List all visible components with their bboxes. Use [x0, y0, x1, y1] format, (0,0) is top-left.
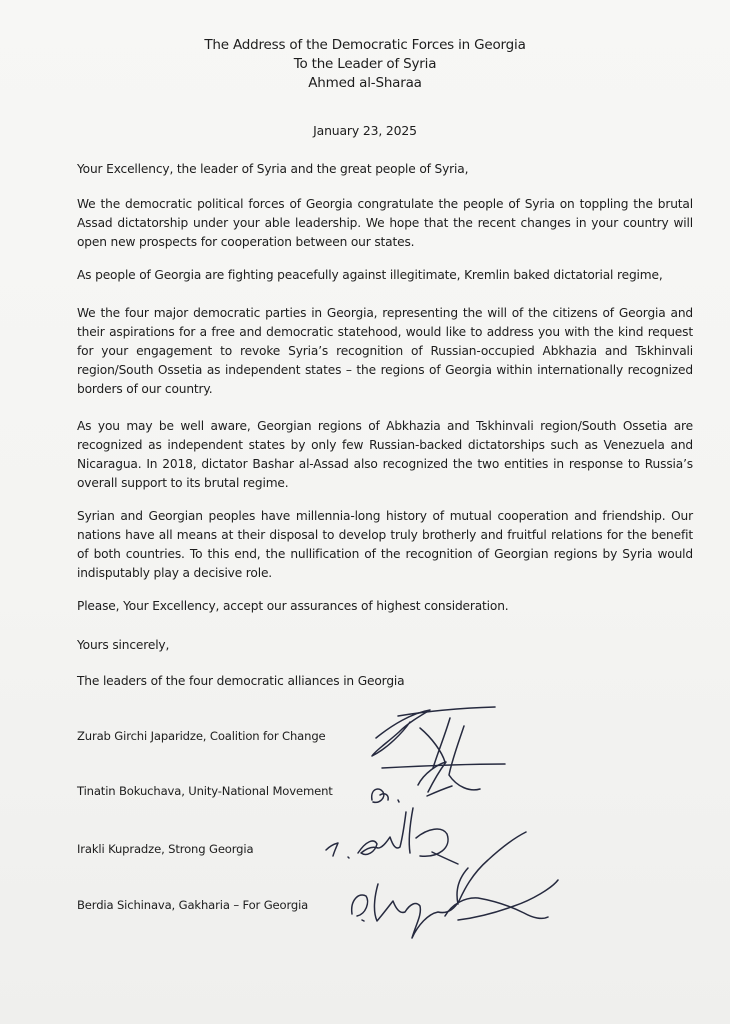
header-line-2: To the Leader of Syria: [293, 56, 437, 72]
signature-bokuchava: [372, 762, 452, 802]
letter-header: [0, 36, 730, 93]
paragraph-context: As people of Georgia are fighting peacefully against illegitimate, Kremlin baked dictatorial regime,: [77, 268, 663, 282]
signatory-intro: The leaders of the four democratic alliances in Georgia: [77, 674, 405, 688]
signature-kupradze: [326, 808, 458, 864]
signer-bokuchava: Tinatin Bokuchava, Unity-National Movement: [77, 784, 333, 798]
paragraph-cooperation: Syrian and Georgian peoples have millennia-long history of mutual cooperation and friendship. Our nations have all means at their disposal to develop truly brotherly and fruitful relations for the benefit of both countries. To this end, the nullification of the recognition of Georgian regions by Syria would indisputably play a decisive role.: [77, 509, 693, 580]
signer-sichinava: Berdia Sichinava, Gakharia – For Georgia: [77, 898, 309, 912]
signer-kupradze: Irakli Kupradze, Strong Georgia: [77, 842, 254, 856]
signature-japaridze: [372, 707, 505, 790]
paragraph-congratulation: We the democratic political forces of Georgia congratulate the people of Syria on toppling the brutal Assad dictatorship under your able leadership. We hope that the recent changes in your country will open new prospects for cooperation between our states.: [77, 197, 693, 249]
salutation: Your Excellency, the leader of Syria and the great people of Syria,: [77, 162, 469, 176]
signature-sichinava: [352, 832, 558, 938]
header-line-1: The Address of the Democratic Forces in Georgia: [204, 37, 526, 53]
letter-date: January 23, 2025: [313, 123, 417, 138]
paragraph-recognition: As you may be well aware, Georgian regions of Abkhazia and Tskhinvali region/South Ossetia are recognized as independent states by only few Russian-backed dictatorships such as Venezuela and Nicaragua. In 2018, dictator Bashar al-Assad also recognized the two entities in response to Russia’s overall support to its brutal regime.: [77, 419, 693, 490]
paragraph-request: We the four major democratic parties in Georgia, representing the will of the citizens of Georgia and their aspirations for a free and democratic statehood, would like to address you with the kind request for your engagement to revoke Syria’s recognition of Russian-occupied Abkhazia and Tskhinvali region/South Ossetia as independent states – the regions of Georgia within internationally recognized borders of our country.: [77, 306, 693, 396]
signer-japaridze: Zurab Girchi Japaridze, Coalition for Change: [77, 729, 326, 743]
paragraph-assurances: Please, Your Excellency, accept our assurances of highest consideration.: [77, 599, 509, 613]
header-line-3: Ahmed al-Sharaa: [308, 75, 422, 91]
closing: Yours sincerely,: [77, 638, 170, 652]
